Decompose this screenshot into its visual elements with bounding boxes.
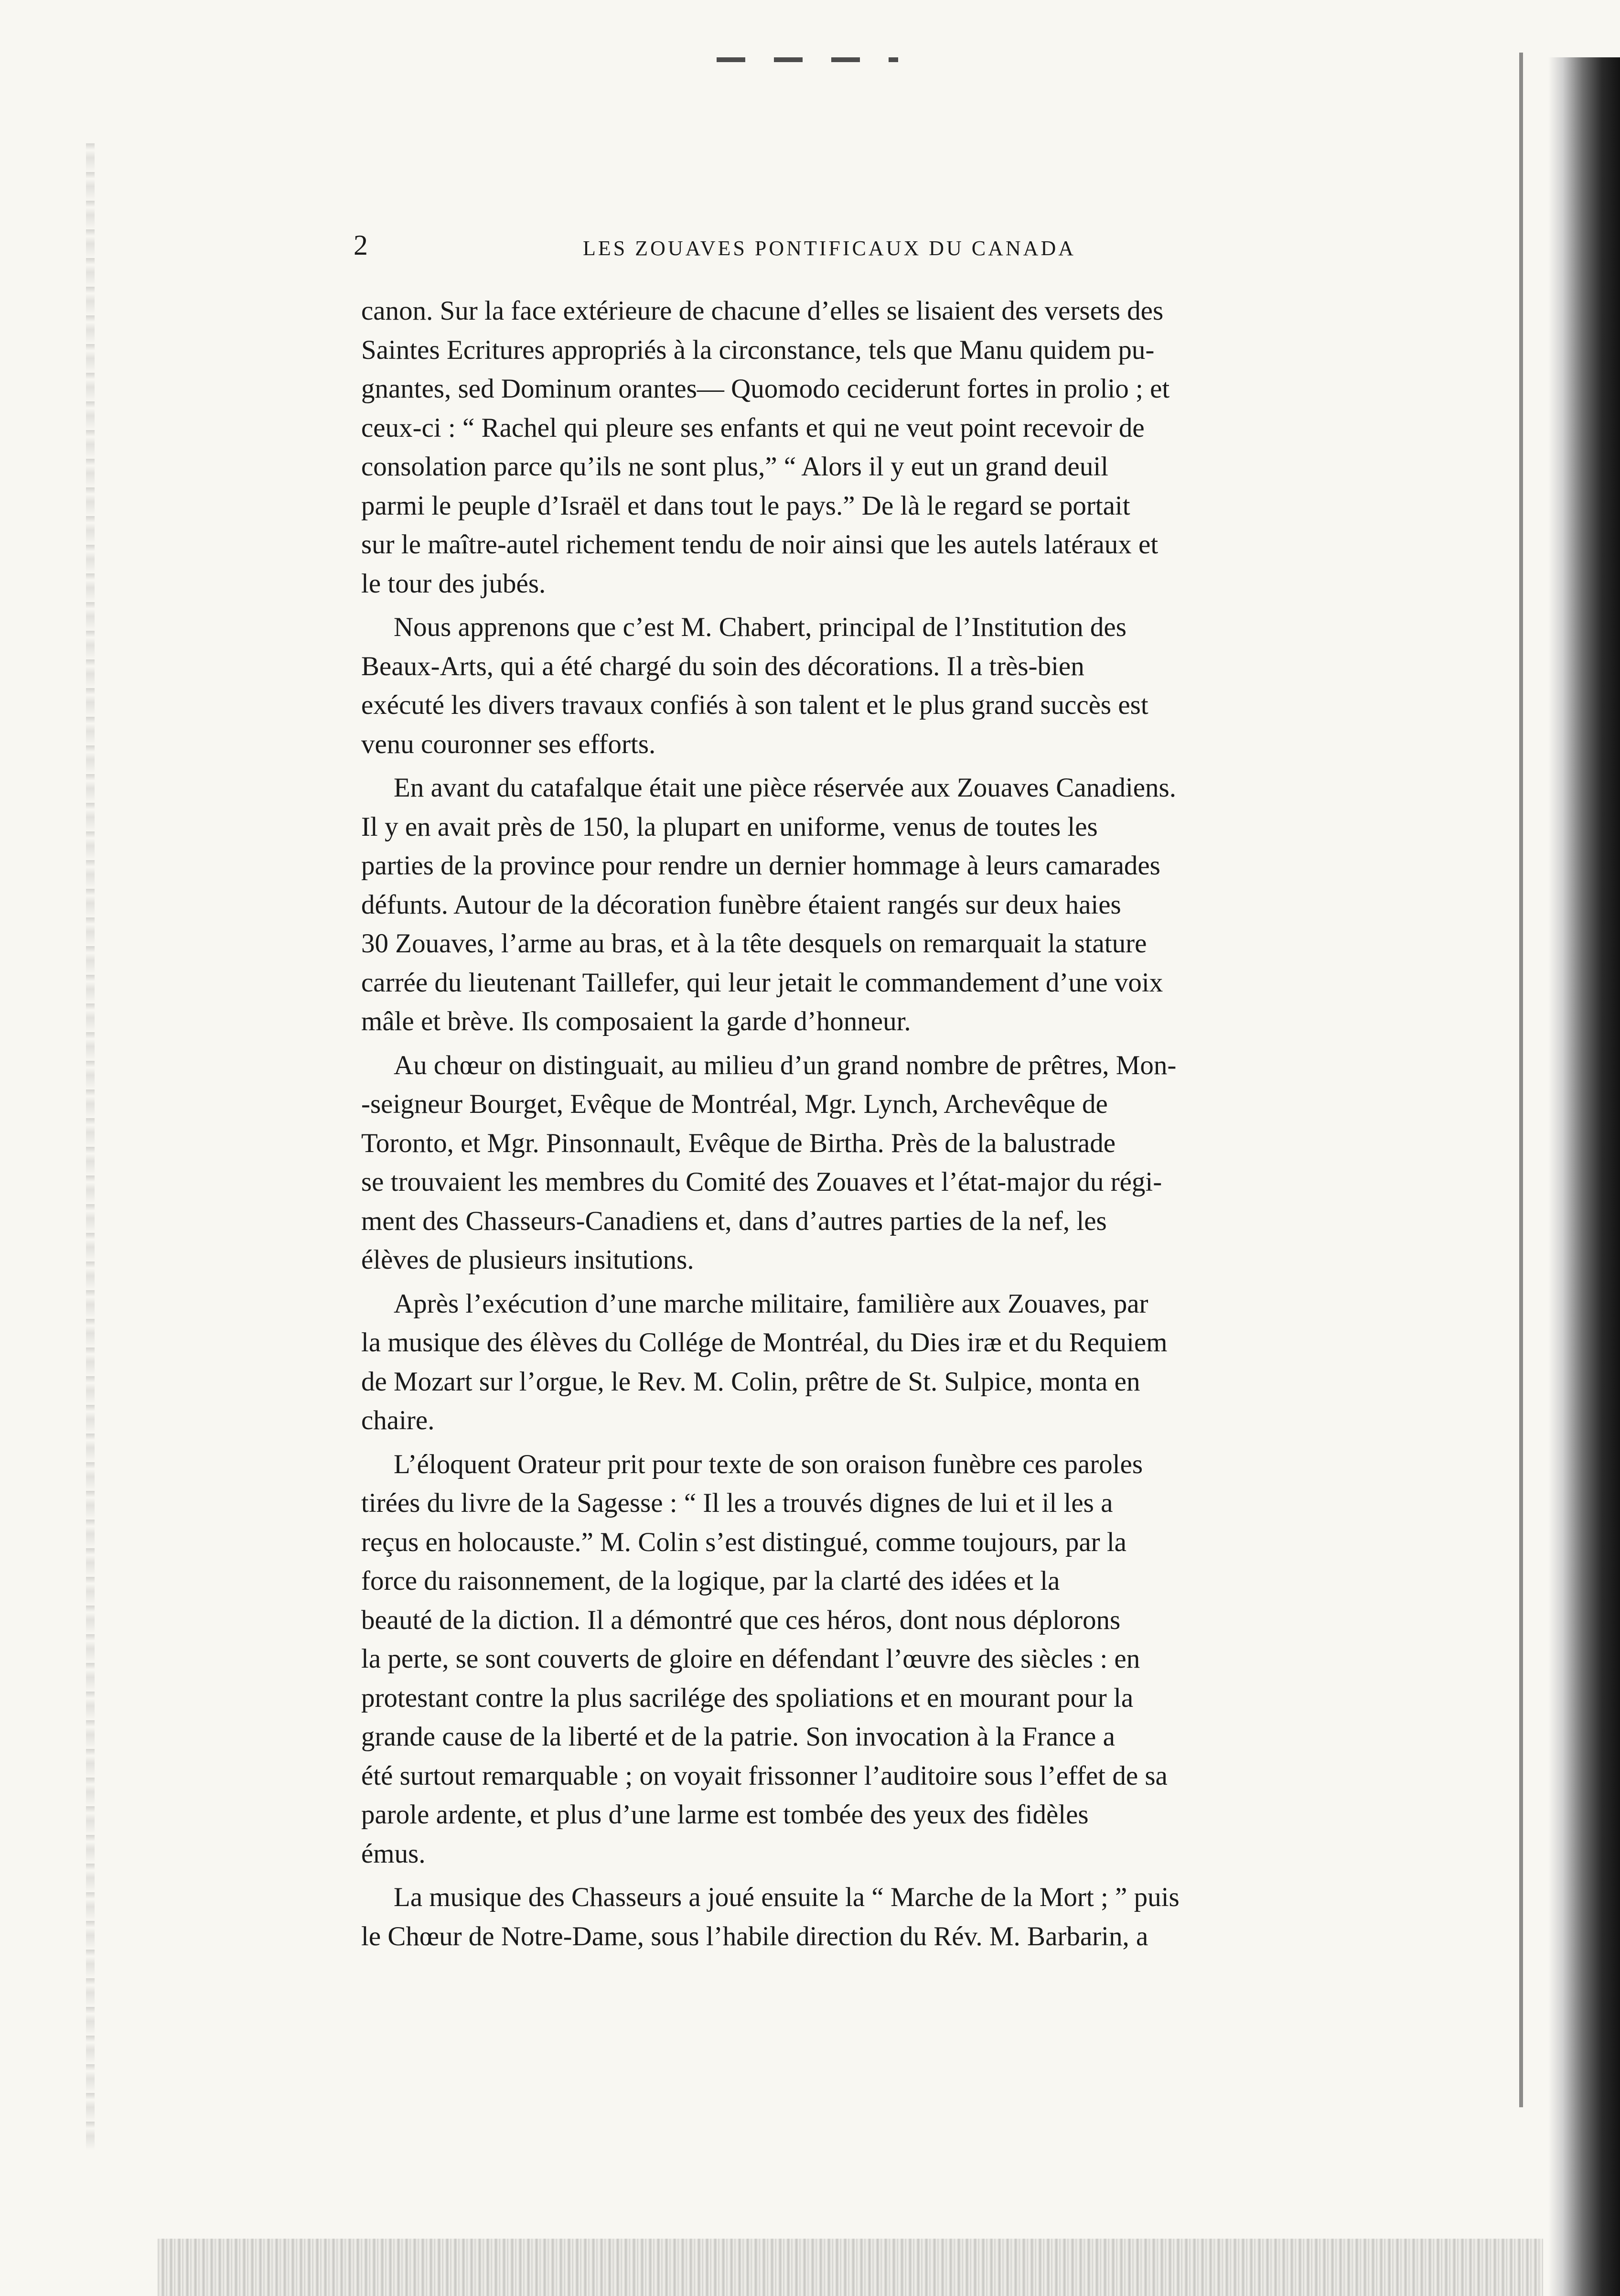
running-title: LES ZOUAVES PONTIFICAUX DU CANADA (583, 237, 1076, 260)
paragraph (361, 1878, 1384, 1956)
text-line: sur le maître-autel richement tendu de noir ainsi que les autels latéraux et (361, 529, 1159, 560)
text-line: le tour des jubés. (361, 568, 546, 599)
text-line: tirées du livre de la Sagesse : “ Il les a trouvés dignes de lui et il les a (361, 1488, 1113, 1518)
scan-left-speckle (86, 143, 95, 2150)
text-line: Beaux-Arts, qui a été chargé du soin des décorations. Il a très-bien (361, 651, 1084, 681)
text-line: force du raisonnement, de la logique, par la clarté des idées et la (361, 1566, 1060, 1596)
text-line: Au chœur on distinguait, au milieu d’un grand nombre de prêtres, Mon- (394, 1050, 1177, 1080)
text-line: 30 Zouaves, l’arme au bras, et à la tête desquels on remarquait la stature (361, 928, 1147, 959)
text-line: mâle et brève. Ils composaient la garde d’honneur. (361, 1006, 911, 1036)
body-text (361, 291, 1384, 1961)
text-line: été surtout remarquable ; on voyait frissonner l’auditoire sous l’effet de sa (361, 1760, 1168, 1791)
paragraph (361, 1046, 1384, 1280)
text-line: La musique des Chasseurs a joué ensuite la “ Marche de la Mort ; ” puis (394, 1882, 1180, 1912)
text-line: venu couronner ses efforts. (361, 729, 656, 759)
text-line: se trouvaient les membres du Comité des Zouaves et l’état-major du régi- (361, 1167, 1162, 1197)
text-line: de Mozart sur l’orgue, le Rev. M. Colin, prêtre de St. Sulpice, monta en (361, 1366, 1140, 1397)
text-line: ment des Chasseurs-Canadiens et, dans d’autres parties de la nef, les (361, 1206, 1107, 1236)
text-line: chaire. (361, 1405, 435, 1435)
paragraph (361, 768, 1384, 1041)
paragraph (361, 1284, 1384, 1440)
scan-bottom-noise (158, 2239, 1543, 2296)
text-line: reçus en holocauste.” M. Colin s’est distingué, comme toujours, par la (361, 1527, 1126, 1557)
text-line: Saintes Ecritures appropriés à la circonstance, tels que Manu quidem pu- (361, 334, 1155, 365)
text-line: Après l’exécution d’une marche militaire, familière aux Zouaves, par (394, 1288, 1148, 1319)
text-line: canon. Sur la face extérieure de chacune d’elles se lisaient des versets des (361, 296, 1164, 326)
scan-top-marks (717, 57, 898, 62)
page-number: 2 (354, 229, 368, 261)
text-line: émus. (361, 1838, 426, 1869)
paragraph (361, 608, 1384, 764)
text-line: la perte, se sont couverts de gloire en défendant l’œuvre des siècles : en (361, 1644, 1140, 1674)
text-line: beauté de la diction. Il a démontré que ces héros, dont nous déplorons (361, 1605, 1121, 1635)
text-line: gnantes, sed Dominum orantes— Quomodo ceciderunt fortes in prolio ; et (361, 374, 1170, 404)
text-line: parmi le peuple d’Israël et dans tout le pays.” De là le regard se portait (361, 490, 1130, 521)
text-line: consolation parce qu’ils ne sont plus,” “ Alors il y eut un grand deuil (361, 452, 1109, 482)
scan-binding-line (1519, 53, 1523, 2107)
text-line: parole ardente, et plus d’une larme est tombée des yeux des fidèles (361, 1800, 1089, 1830)
text-line: L’éloquent Orateur prit pour texte de son oraison funèbre ces paroles (394, 1449, 1143, 1479)
text-line: Il y en avait près de 150, la plupart en uniforme, venus de toutes les (361, 811, 1098, 842)
text-line: la musique des élèves du Collége de Montréal, du Dies iræ et du Requiem (361, 1327, 1168, 1358)
text-line: Toronto, et Mgr. Pinsonnault, Evêque de Birtha. Près de la balustrade (361, 1128, 1116, 1158)
text-line: Nous apprenons que c’est M. Chabert, principal de l’Institution des (394, 612, 1126, 642)
text-line: défunts. Autour de la décoration funèbre étaient rangés sur deux haies (361, 889, 1121, 920)
text-line: élèves de plusieurs insitutions. (361, 1245, 694, 1275)
text-line: carrée du lieutenant Taillefer, qui leur jetait le commandement d’une voix (361, 967, 1163, 998)
paragraph (361, 291, 1384, 603)
text-line: le Chœur de Notre-Dame, sous l’habile direction du Rév. M. Barbarin, a (361, 1921, 1148, 1951)
page-header (354, 228, 1395, 267)
text-line: En avant du catafalque était une pièce réservée aux Zouaves Canadiens. (394, 773, 1176, 803)
text-line: -seigneur Bourget, Evêque de Montréal, Mgr. Lynch, Archevêque de (361, 1089, 1108, 1119)
text-line: ceux-ci : “ Rachel qui pleure ses enfants et qui ne veut point recevoir de (361, 412, 1145, 443)
text-line: protestant contre la plus sacrilége des spoliations et en mourant pour la (361, 1682, 1134, 1713)
text-line: grande cause de la liberté et de la patrie. Son invocation à la France a (361, 1722, 1115, 1752)
paragraph (361, 1445, 1384, 1874)
text-line: parties de la province pour rendre un dernier hommage à leurs camarades (361, 851, 1160, 881)
text-line: exécuté les divers travaux confiés à son talent et le plus grand succès est (361, 690, 1148, 720)
scan-dark-edge (1548, 57, 1620, 2296)
